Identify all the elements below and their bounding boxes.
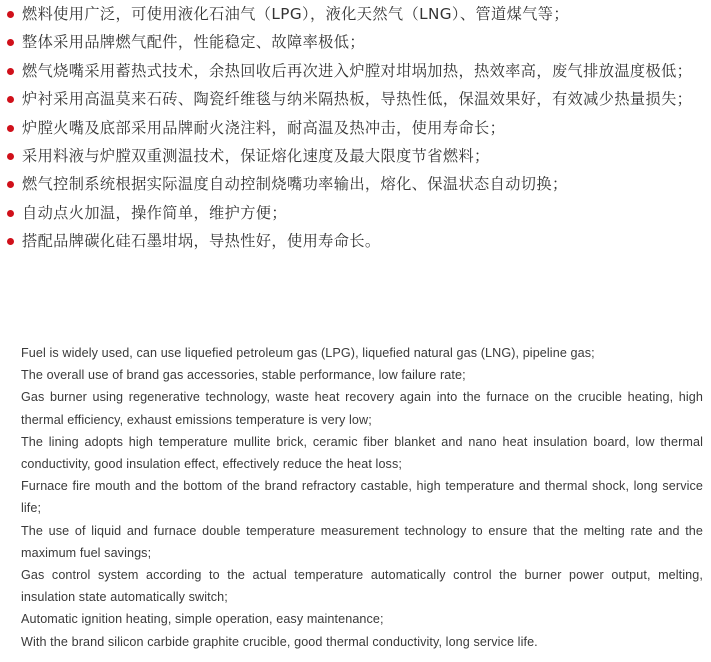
feature-item-cn <box>6 227 704 255</box>
feature-item-cn <box>6 0 704 28</box>
feature-text-en: Fuel is widely used, can use liquefied petroleum gas (LPG), liquefied natural gas (LNG), pipeline gas; <box>21 346 595 360</box>
feature-item-cn <box>6 199 704 227</box>
feature-text-cn: 自动点火加温，操作简单，维护方便； <box>22 203 287 222</box>
feature-text-cn: 搭配品牌碳化硅石墨坩埚，导热性好，使用寿命长。 <box>22 232 381 251</box>
feature-text-cn: 燃料使用广泛，可使用液化石油气（LPG），液化天然气（LNG）、管道煤气等； <box>22 5 569 23</box>
feature-text-en: Gas burner using regenerative technology, waste heat recovery again into the furnace on the crucible heating, high thermal efficiency, exhaust emissions temperature is very low; <box>21 390 703 427</box>
feature-item-cn <box>6 114 704 142</box>
bullet-dot-icon <box>7 238 14 245</box>
bullet-dot-icon <box>7 11 14 18</box>
feature-text-cn: 采用料液与炉膛双重测温技术，保证熔化速度及最大限度节省燃料； <box>22 147 490 166</box>
bullet-dot-icon <box>7 153 14 160</box>
feature-text-en: The overall use of brand gas accessories, stable performance, low failure rate; <box>21 368 466 383</box>
feature-list-en <box>21 342 703 653</box>
bullet-dot-icon <box>7 68 14 75</box>
feature-text-en: The lining adopts high temperature mullite brick, ceramic fiber blanket and nano heat insulation board, low thermal conductivity, good insulation effect, effectively reduce the heat loss; <box>21 434 703 472</box>
feature-text-en: With the brand silicon carbide graphite crucible, good thermal conductivity, long service life. <box>21 634 538 649</box>
feature-item-cn <box>6 85 704 113</box>
feature-text-en: Furnace fire mouth and the bottom of the brand refractory castable, high temperature and thermal shock, long service life; <box>21 479 703 516</box>
feature-text-en: The use of liquid and furnace double temperature measurement technology to ensure that the melting rate and the maximum fuel savings; <box>21 523 703 560</box>
feature-text-en: Gas control system according to the actual temperature automatically control the burner power output, melting, insulation state automatically switch; <box>21 568 703 605</box>
feature-text-cn: 炉衬采用高温莫来石砖、陶瓷纤维毯与纳米隔热板，导热性低，保温效果好，有效减少热量损失； <box>22 90 693 109</box>
feature-item-cn <box>6 28 704 56</box>
feature-item-cn <box>6 57 704 85</box>
bullet-dot-icon <box>7 96 14 103</box>
feature-text-cn: 炉膛火嘴及底部采用品牌耐火浇注料，耐高温及热冲击，使用寿命长； <box>22 118 506 137</box>
feature-list-cn <box>6 0 704 256</box>
feature-text-en: Automatic ignition heating, simple operation, easy maintenance; <box>21 612 384 627</box>
bullet-dot-icon <box>7 125 14 132</box>
bullet-dot-icon <box>7 181 14 188</box>
feature-text-cn: 燃气控制系统根据实际温度自动控制烧嘴功率输出，熔化、保温状态自动切换； <box>22 175 568 194</box>
feature-text-cn: 燃气烧嘴采用蓄热式技术，余热回收后再次进入炉膛对坩埚加热，热效率高，废气排放温度极低； <box>22 61 693 80</box>
bullet-dot-icon <box>7 39 14 46</box>
bullet-dot-icon <box>7 210 14 217</box>
feature-text-cn: 整体采用品牌燃气配件，性能稳定、故障率极低； <box>22 33 365 52</box>
feature-item-cn <box>6 170 704 198</box>
feature-item-cn <box>6 142 704 170</box>
